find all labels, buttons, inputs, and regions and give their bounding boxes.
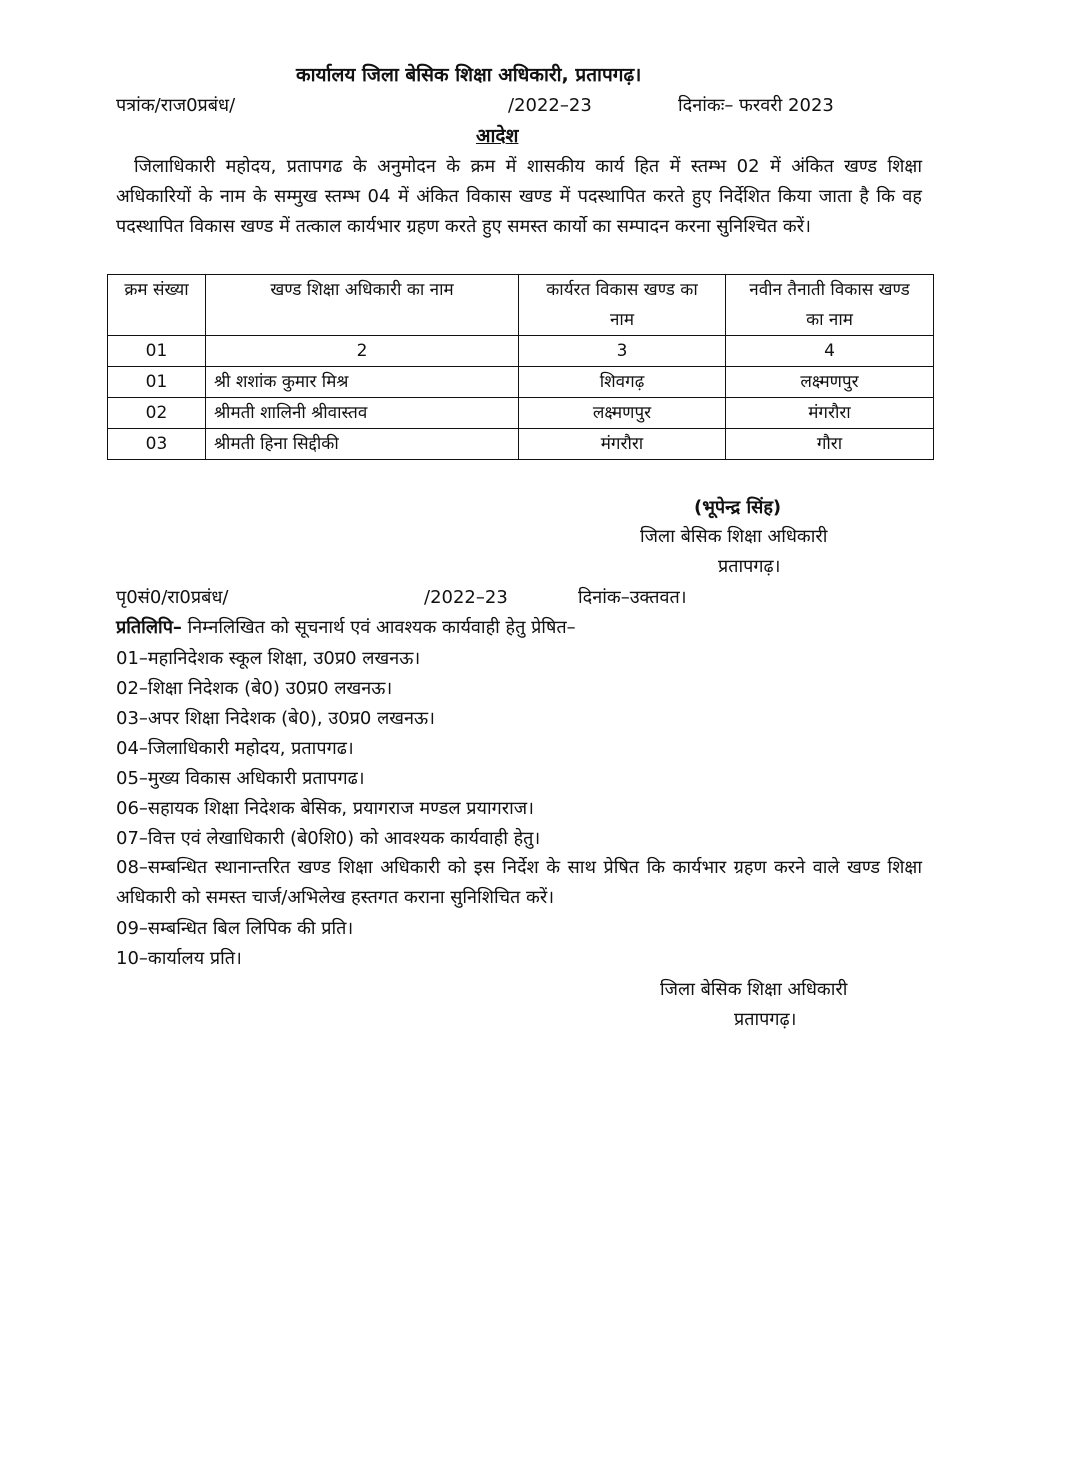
order-heading: आदेश: [476, 125, 519, 147]
copy-intro-line: [116, 613, 576, 643]
list-item-8: 08–सम्बन्धित स्थानान्तरित खण्ड शिक्षा अधिकारी को इस निर्देश के साथ प्रेषित कि कार्यभार ग्रहण करने वाले खण्ड शिक्षा अधिकारी को समस्त चार्ज/अभिलेख हस्तगत कराना सुनिशिचित करें।: [116, 857, 922, 908]
list-item-9: 09–सम्बन्धित बिल लिपिक की प्रति।: [116, 918, 354, 939]
posting-table: [107, 274, 934, 460]
serial-cell: 03: [108, 429, 206, 460]
new-block-cell: लक्ष्मणपुर: [726, 367, 934, 398]
list-item: 06–सहायक शिक्षा निदेशक बेसिक, प्रयागराज मण्डल प्रयागराज।: [116, 798, 534, 819]
table-row: [108, 367, 934, 398]
copy-label: प्रतिलिपि–: [116, 617, 182, 638]
copy-year: /2022–23: [424, 587, 508, 608]
signatory2-designation: जिला बेसिक शिक्षा अधिकारी: [660, 979, 848, 1000]
list-item-10: 10–कार्यालय प्रति।: [116, 948, 242, 969]
list-item: 01–महानिदेशक स्कूल शिक्षा, उ0प्र0 लखनऊ।: [116, 648, 421, 669]
officer-name-cell: श्रीमती शालिनी श्रीवास्तव: [206, 398, 519, 429]
letter-number: पत्रांक/राज0प्रबंध/: [116, 95, 236, 116]
officer-name-cell: श्री शशांक कुमार मिश्र: [206, 367, 519, 398]
serial-cell: 02: [108, 398, 206, 429]
copy-date: दिनांक–उक्तवत।: [578, 587, 687, 608]
table-column-number-row: [108, 336, 934, 367]
signatory-designation: जिला बेसिक शिक्षा अधिकारी: [640, 526, 828, 547]
new-block-cell: गौरा: [726, 429, 934, 460]
header-current-block: कार्यरत विकास खण्ड का नाम: [519, 275, 726, 336]
letter-year: /2022–23: [508, 95, 592, 116]
header-new-block: नवीन तैनाती विकास खण्ड का नाम: [726, 275, 934, 336]
column-number: 3: [519, 336, 726, 367]
list-item: 07–वित्त एवं लेखाधिकारी (बे0शि0) को आवश्यक कार्यवाही हेतु।: [116, 828, 541, 849]
current-block-cell: मंगरौरा: [519, 429, 726, 460]
copy-intro: निम्नलिखित को सूचनार्थ एवं आवश्यक कार्यवाही हेतु प्रेषित–: [181, 617, 576, 638]
table-header-row: [108, 275, 934, 336]
current-block-cell: लक्ष्मणपुर: [519, 398, 726, 429]
header-serial: क्रम संख्या: [108, 275, 206, 336]
copy-ref-number: पृ0सं0/रा0प्रबंध/: [116, 587, 229, 608]
letter-date: दिनांकः– फरवरी 2023: [678, 95, 834, 116]
officer-name-cell: श्रीमती हिना सिद्दीकी: [206, 429, 519, 460]
column-number: 4: [726, 336, 934, 367]
new-block-cell: मंगरौरा: [726, 398, 934, 429]
table-row: [108, 429, 934, 460]
office-title: कार्यालय जिला बेसिक शिक्षा अधिकारी, प्रतापगढ़।: [296, 64, 642, 86]
column-number: 01: [108, 336, 206, 367]
list-item: 03–अपर शिक्षा निदेशक (बे0), उ0प्र0 लखनऊ।: [116, 708, 435, 729]
signatory-place: प्रतापगढ़।: [718, 556, 781, 577]
current-block-cell: शिवगढ़: [519, 367, 726, 398]
serial-cell: 01: [108, 367, 206, 398]
header-officer-name: खण्ड शिक्षा अधिकारी का नाम: [206, 275, 519, 336]
list-item: 02–शिक्षा निदेशक (बे0) उ0प्र0 लखनऊ।: [116, 678, 393, 699]
signatory-name: (भूपेन्द्र सिंह): [694, 497, 782, 518]
order-body: [116, 152, 922, 242]
table-row: [108, 398, 934, 429]
column-number: 2: [206, 336, 519, 367]
list-item: 04–जिलाधिकारी महोदय, प्रतापगढ।: [116, 738, 354, 759]
list-item: 05–मुख्य विकास अधिकारी प्रतापगढ।: [116, 768, 365, 789]
signatory2-place: प्रतापगढ़।: [734, 1009, 797, 1030]
order-body-text: जिलाधिकारी महोदय, प्रतापगढ के अनुमोदन के क्रम में शासकीय कार्य हित में स्तम्भ 02 में अंकित खण्ड शिक्षा अधिकारियों के नाम के सम्मुख स्तम्भ 04 में अंकित विकास खण्ड में पदस्थापित करते हुए निर्देशित किया जाता है कि वह पदस्थापित विकास खण्ड में तत्काल कार्यभार ग्रहण करते हुए समस्त कार्यो का सम्पादन करना सुनिश्चित करें।: [116, 156, 922, 237]
